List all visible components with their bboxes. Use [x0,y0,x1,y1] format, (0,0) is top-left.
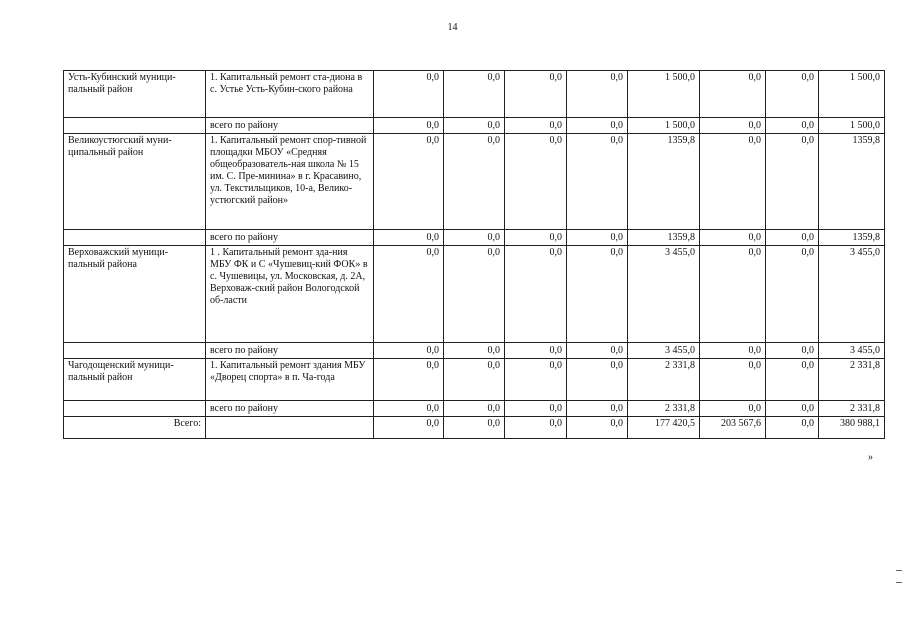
value-cell: 0,0 [567,230,628,246]
value-cell: 0,0 [505,343,567,359]
value-cell: 0,0 [374,71,444,118]
table-row-subtotal [64,230,885,246]
value-cell: 0,0 [374,417,444,439]
value-cell: 0,0 [505,417,567,439]
funding-table [63,70,885,439]
value-cell: 0,0 [567,246,628,343]
value-cell: 0,0 [700,134,766,230]
project-cell: 1. Капитальный ремонт здания МБУ «Дворец спорта» в п. Ча-года [206,359,374,401]
value-cell: 1359,8 [819,134,885,230]
value-cell: 0,0 [700,359,766,401]
region-cell [64,230,206,246]
value-cell: 1359,8 [628,134,700,230]
value-cell: 0,0 [444,246,505,343]
region-cell [64,343,206,359]
value-cell: 0,0 [444,71,505,118]
value-cell: 0,0 [505,246,567,343]
value-cell: 0,0 [444,401,505,417]
region-cell [64,118,206,134]
project-cell: 1. Капитальный ремонт ста-диона в с. Устье Усть-Кубин-ского района [206,71,374,118]
value-cell: 0,0 [374,359,444,401]
value-cell: 2 331,8 [819,401,885,417]
value-cell: 0,0 [766,417,819,439]
margin-mark [896,570,902,571]
page-number: 14 [447,22,458,33]
value-cell: 2 331,8 [628,359,700,401]
value-cell: 0,0 [505,230,567,246]
value-cell: 0,0 [700,230,766,246]
value-cell: 0,0 [766,343,819,359]
subtotal-label: всего по району [206,230,374,246]
value-cell: 0,0 [505,359,567,401]
value-cell: 0,0 [444,359,505,401]
value-cell: 0,0 [374,343,444,359]
value-cell: 0,0 [700,71,766,118]
value-cell: 0,0 [444,118,505,134]
value-cell: 0,0 [505,134,567,230]
region-cell: Чагодощенский муници-пальный район [64,359,206,401]
value-cell: 1359,8 [628,230,700,246]
value-cell: 0,0 [505,401,567,417]
region-cell: Верховажский муници-пальный района [64,246,206,343]
value-cell: 0,0 [567,118,628,134]
subtotal-label: всего по району [206,343,374,359]
value-cell: 0,0 [567,134,628,230]
subtotal-label: всего по району [206,401,374,417]
value-cell: 0,0 [766,230,819,246]
value-cell: 0,0 [766,71,819,118]
value-cell: 0,0 [374,246,444,343]
empty-cell [206,417,374,439]
table-row-grand-total [64,417,885,439]
value-cell: 1359,8 [819,230,885,246]
value-cell: 0,0 [374,401,444,417]
value-cell: 0,0 [567,359,628,401]
value-cell: 0,0 [444,230,505,246]
table-row-subtotal [64,343,885,359]
value-cell: 0,0 [567,71,628,118]
value-cell: 0,0 [505,118,567,134]
value-cell: 1 500,0 [819,118,885,134]
value-cell: 380 988,1 [819,417,885,439]
value-cell: 177 420,5 [628,417,700,439]
subtotal-label: всего по району [206,118,374,134]
table-row [64,134,885,230]
value-cell: 0,0 [374,134,444,230]
value-cell: 2 331,8 [628,401,700,417]
value-cell: 0,0 [700,246,766,343]
table-row-subtotal [64,118,885,134]
value-cell: 0,0 [444,343,505,359]
table-row [64,71,885,118]
value-cell: 0,0 [700,118,766,134]
value-cell: 1 500,0 [628,71,700,118]
table-row [64,359,885,401]
closing-quote: » [868,452,873,463]
value-cell: 0,0 [766,134,819,230]
value-cell: 0,0 [567,417,628,439]
value-cell: 3 455,0 [628,246,700,343]
value-cell: 0,0 [567,401,628,417]
region-cell: Великоустюгский муни-ципальный район [64,134,206,230]
value-cell: 0,0 [444,134,505,230]
value-cell: 3 455,0 [819,246,885,343]
region-cell: Усть-Кубинский муници-пальный район [64,71,206,118]
value-cell: 0,0 [700,401,766,417]
value-cell: 0,0 [766,246,819,343]
value-cell: 3 455,0 [628,343,700,359]
value-cell: 2 331,8 [819,359,885,401]
region-cell [64,401,206,417]
project-cell: 1 . Капитальный ремонт зда-ния МБУ ФК и С «Чушевиц-кий ФОК» в с. Чушевицы, ул. Московская, д. 2А, Верховаж-ский район Вологодской об-ласти [206,246,374,343]
value-cell: 0,0 [766,359,819,401]
value-cell: 0,0 [766,118,819,134]
value-cell: 1 500,0 [819,71,885,118]
margin-mark [896,582,902,583]
value-cell: 0,0 [766,401,819,417]
value-cell: 3 455,0 [819,343,885,359]
value-cell: 0,0 [444,417,505,439]
value-cell: 0,0 [505,71,567,118]
project-cell: 1. Капитальный ремонт спор-тивной площадки МБОУ «Средняя общеобразователь-ная школа № 15 им. С. Пре-минина» в г. Красавино, ул. Текстильщиков, 10-а, Велико-устюгский район» [206,134,374,230]
value-cell: 0,0 [374,118,444,134]
value-cell: 1 500,0 [628,118,700,134]
table-row-subtotal [64,401,885,417]
value-cell: 0,0 [700,343,766,359]
value-cell: 0,0 [567,343,628,359]
value-cell: 0,0 [374,230,444,246]
table-row [64,246,885,343]
value-cell: 203 567,6 [700,417,766,439]
grand-total-label: Всего: [64,417,206,439]
